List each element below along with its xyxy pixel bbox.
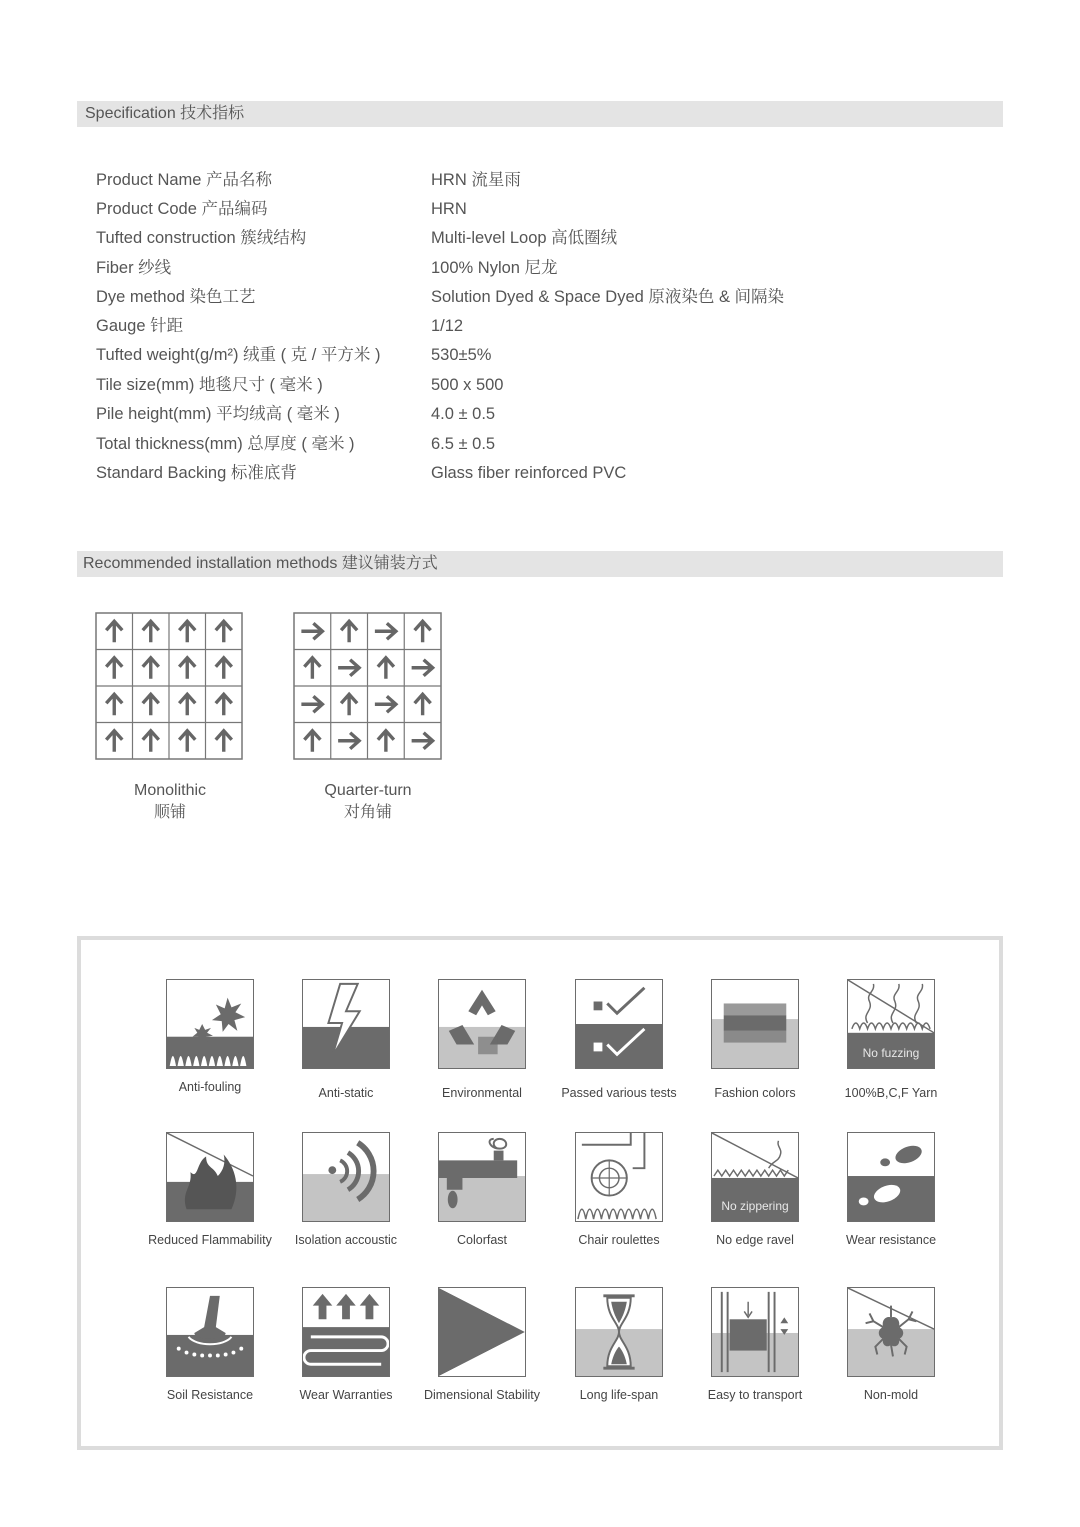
spec-value: 4.0 ± 0.5: [431, 405, 496, 423]
feature-label: Anti-fouling: [178, 1080, 242, 1094]
feature-item: [414, 979, 550, 1100]
feature-item: [414, 1132, 550, 1247]
hourglass-icon: [575, 1287, 663, 1377]
feature-label: Anti-static: [318, 1086, 374, 1100]
checkmark-icon: [575, 979, 663, 1069]
feature-label: 100%B,C,F Yarn: [844, 1086, 938, 1100]
feature-label: No edge ravel: [716, 1233, 794, 1247]
chair-wheel-icon: [575, 1132, 663, 1222]
installation-header: Recommended installation methods 建议铺装方式: [77, 551, 1003, 577]
spec-value: Solution Dyed & Space Dyed 原液染色 & 间隔染: [431, 288, 785, 306]
triangle-icon: [438, 1287, 526, 1377]
feature-item: [551, 1132, 687, 1247]
monolithic-diagram: [95, 612, 243, 760]
spec-label: Product Code 产品编码: [96, 200, 268, 218]
specification-header: Specification 技术指标: [77, 101, 1003, 127]
feature-label: Chair roulettes: [578, 1233, 660, 1247]
features-panel: [77, 936, 1003, 1450]
feature-item: [687, 1287, 823, 1402]
spec-value: 530±5%: [431, 346, 492, 364]
quarter-turn-diagram: [293, 612, 442, 760]
feature-label: Dimensional Stability: [423, 1388, 541, 1402]
feature-label: Easy to transport: [707, 1388, 803, 1402]
spec-label: Standard Backing 标准底背: [96, 464, 297, 482]
sound-wave-icon: [302, 1132, 390, 1222]
spec-value: 6.5 ± 0.5: [431, 435, 496, 453]
no-zippering-icon: [711, 1132, 799, 1222]
method-name-zh: 顺铺: [153, 804, 186, 821]
feature-item: [142, 1287, 278, 1402]
spec-value: Glass fiber reinforced PVC: [431, 464, 627, 482]
spec-value: 100% Nylon 尼龙: [431, 259, 558, 277]
spec-label: Tufted weight(g/m²) 绒重 ( 克 / 平方米 ): [96, 346, 381, 364]
method-name-en: Quarter-turn: [324, 782, 412, 799]
feature-item: [551, 1287, 687, 1402]
feature-item: [142, 979, 278, 1094]
feature-label: Fashion colors: [714, 1086, 796, 1100]
spec-label: Product Name 产品名称: [96, 171, 273, 189]
transport-icon: [711, 1287, 799, 1377]
spec-label: Pile height(mm) 平均绒高 ( 毫米 ): [96, 405, 340, 423]
spec-label: Dye method 染色工艺: [96, 288, 256, 306]
spec-value: 1/12: [431, 317, 464, 335]
spec-value: HRN 流星雨: [431, 171, 521, 189]
feature-label: Wear Warranties: [299, 1388, 393, 1402]
feature-item: [687, 979, 823, 1100]
icon-caption: No zippering: [721, 1199, 789, 1213]
color-bands-icon: [711, 979, 799, 1069]
no-fuzzing-icon: [847, 979, 935, 1069]
flame-icon: [166, 1132, 254, 1222]
icon-caption: No fuzzing: [862, 1046, 920, 1060]
spec-label: Tile size(mm) 地毯尺寸 ( 毫米 ): [96, 376, 323, 394]
feature-label: Environmental: [442, 1086, 522, 1100]
feature-label: Reduced Flammability: [148, 1233, 272, 1247]
anti-static-icon: [302, 979, 390, 1069]
feature-item: [823, 1287, 959, 1402]
spec-label: Fiber 纱线: [96, 259, 172, 277]
feature-item: [278, 1132, 414, 1247]
feature-item: [687, 1132, 823, 1247]
soil-resistance-icon: [166, 1287, 254, 1377]
recycle-icon: [438, 979, 526, 1069]
quarter-turn-label: [293, 780, 443, 824]
method-name-zh: 对角铺: [343, 804, 392, 821]
monolithic-label: [95, 780, 245, 824]
feature-label: Wear resistance: [845, 1233, 937, 1247]
spec-value: Multi-level Loop 高低圈绒: [431, 229, 618, 247]
spec-label: Total thickness(mm) 总厚度 ( 毫米 ): [96, 435, 355, 453]
feature-label: Colorfast: [456, 1233, 508, 1247]
feature-label: Long life-span: [579, 1388, 659, 1402]
wear-arrows-icon: [302, 1287, 390, 1377]
feature-label: Soil Resistance: [166, 1388, 254, 1402]
feature-label: Isolation accoustic: [294, 1233, 398, 1247]
feature-label: Non-mold: [863, 1388, 919, 1402]
feature-item: [823, 979, 959, 1100]
feature-item: [142, 1132, 278, 1247]
faucet-icon: [438, 1132, 526, 1222]
feature-item: [414, 1287, 550, 1402]
spec-value: 500 x 500: [431, 376, 504, 394]
feature-item: [278, 1287, 414, 1402]
feature-item: [278, 979, 414, 1100]
footprints-icon: [847, 1132, 935, 1222]
spec-label: Gauge 针距: [96, 317, 184, 335]
feature-label: Passed various tests: [561, 1086, 677, 1100]
method-name-en: Monolithic: [133, 782, 207, 799]
no-mold-icon: [847, 1287, 935, 1377]
anti-fouling-icon: [166, 979, 254, 1069]
spec-label: Tufted construction 簇绒结构: [96, 229, 307, 247]
spec-value: HRN: [431, 200, 467, 218]
feature-item: [551, 979, 687, 1100]
feature-item: [823, 1132, 959, 1247]
